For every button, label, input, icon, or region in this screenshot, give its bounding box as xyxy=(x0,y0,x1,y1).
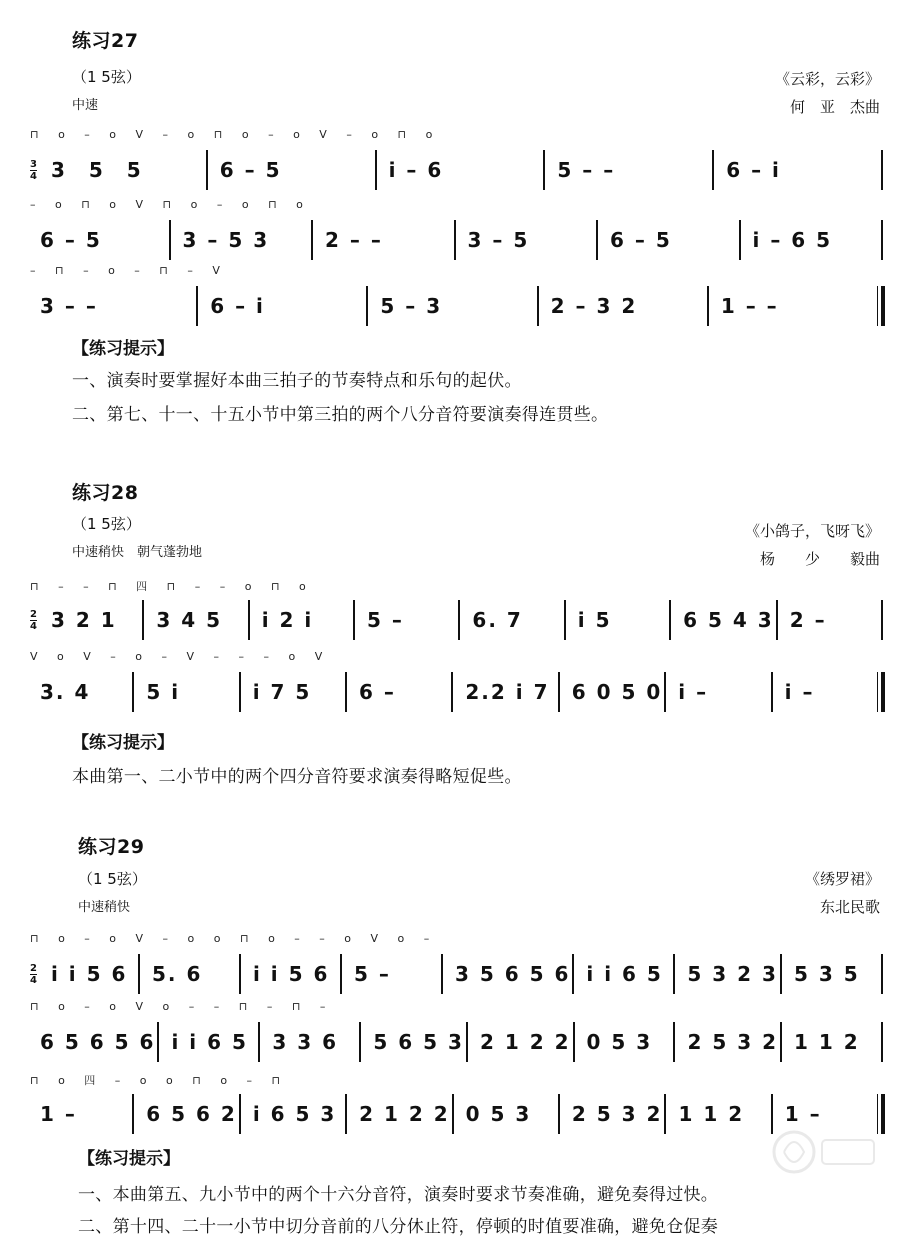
ex29-staff-row-1 xyxy=(30,932,885,1002)
time-signature: 2 4 xyxy=(30,962,37,986)
measure: 2 – – xyxy=(325,228,383,252)
measure: 3 – 5 3 xyxy=(182,228,270,252)
measure: 3 5 6 5 6 xyxy=(454,962,571,986)
measure: 6 5 6 5 6 xyxy=(40,1030,156,1054)
measure: 3 – 5 xyxy=(467,228,530,252)
measure: 6 – xyxy=(359,680,396,704)
measure: 2 1 2 2 xyxy=(479,1030,571,1054)
final-barline xyxy=(877,672,885,712)
ex28-strings: （1 5弦） xyxy=(72,515,141,533)
measure: 6 – 5 xyxy=(40,228,102,252)
ex29-song-title: 《绣罗裙》 xyxy=(804,870,880,888)
measure: 5 i xyxy=(146,680,181,704)
measure: i 6 5 3 xyxy=(252,1102,337,1126)
bowing-marks: V o V – o – V – – – o V xyxy=(30,650,331,663)
measure: 5. 6 xyxy=(151,962,203,986)
measure: 3. 4 xyxy=(40,680,91,704)
measure: 5 – xyxy=(367,608,404,632)
measure: 1 – xyxy=(40,1102,77,1126)
measure: i – 6 5 xyxy=(752,228,833,252)
ex29-hint-heading: 【练习提示】 xyxy=(78,1149,180,1169)
ex27-song-title: 《云彩，云彩》 xyxy=(774,70,880,88)
ex28-song-title: 《小鸽子，飞呀飞》 xyxy=(744,522,880,540)
measure: 5 6 5 3 xyxy=(373,1030,464,1054)
ex27-hint-heading: 【练习提示】 xyxy=(72,339,174,359)
measure: 5 3 5 xyxy=(793,962,860,986)
measure: 2 5 3 2 xyxy=(571,1102,663,1126)
measure: 1 – – xyxy=(720,294,779,318)
bowing-marks: ⊓ o – o V – o o ⊓ o – – o V o – xyxy=(30,932,438,945)
measure: 2 5 3 2 xyxy=(687,1030,779,1054)
measure: 2 – 3 2 xyxy=(550,294,638,318)
bowing-marks: ⊓ – – ⊓ 四 ⊓ – – o ⊓ o xyxy=(30,580,314,593)
measure: 1 1 2 xyxy=(794,1030,860,1054)
measure: 6 0 5 0 xyxy=(571,680,663,704)
watermark-logo-icon xyxy=(766,1122,886,1182)
measure: 1 1 2 xyxy=(678,1102,745,1126)
measure: 5 – xyxy=(353,962,391,986)
measure: i – xyxy=(678,680,709,704)
ex29-tempo: 中速稍快 xyxy=(78,900,131,915)
ex28-staff-row-1 xyxy=(30,578,885,648)
measure: 3 3 6 xyxy=(272,1030,339,1054)
measure: i i 6 5 xyxy=(171,1030,248,1054)
measure: 5 – 3 xyxy=(380,294,443,318)
measure: 6 5 6 2 xyxy=(146,1102,237,1126)
measure: 6 5 4 3 xyxy=(683,608,774,632)
measure: 3 4 5 xyxy=(156,608,223,632)
measure: 5 3 2 3 xyxy=(687,962,778,986)
ex29-hint-1: 一、本曲第五、九小节中的两个十六分音符，演奏时要求节奏准确，避免奏得过快。 xyxy=(78,1185,719,1205)
bowing-marks: ⊓ o – o V – o ⊓ o – o V – o ⊓ o xyxy=(30,128,441,141)
measure: 6 – 5 xyxy=(219,158,282,182)
ex28-hint-heading: 【练习提示】 xyxy=(72,733,174,753)
ex29-title: 练习29 xyxy=(78,836,145,858)
measure: i – 6 xyxy=(388,158,444,182)
measure: 6 – i xyxy=(210,294,265,318)
ex27-staff-row-3 xyxy=(30,264,885,334)
measure: 0 5 3 xyxy=(465,1102,532,1126)
measure: i i 5 6 xyxy=(50,962,128,986)
ex29-staff-row-2 xyxy=(30,1000,885,1070)
ex27-title: 练习27 xyxy=(72,30,139,52)
measure: 2.2 i 7 xyxy=(465,680,550,704)
ex29-staff-row-3 xyxy=(30,1072,885,1142)
measure: 6 – 5 xyxy=(610,228,672,252)
measure: 3 – – xyxy=(40,294,98,318)
ex27-hint-1: 一、演奏时要掌握好本曲三拍子的节奏特点和乐句的起伏。 xyxy=(72,371,522,391)
bowing-marks: – ⊓ – o – ⊓ – V xyxy=(30,264,228,277)
bowing-marks: ⊓ o 四 – o o ⊓ o – ⊓ xyxy=(30,1074,289,1087)
measure: i i 5 6 xyxy=(252,962,330,986)
bowing-marks: ⊓ o – o V o – – ⊓ – ⊓ – xyxy=(30,1000,334,1013)
measure: i – xyxy=(784,680,815,704)
ex28-tempo: 中速稍快 朝气蓬勃地 xyxy=(72,545,203,560)
measure: 3 2 1 xyxy=(50,608,117,632)
bowing-marks: – o ⊓ o V ⊓ o – o ⊓ o xyxy=(30,198,311,211)
measure: 2 1 2 2 xyxy=(359,1102,450,1126)
ex28-hint-1: 本曲第一、二小节中的两个四分音符要求演奏得略短促些。 xyxy=(72,767,522,787)
measure: i 2 i xyxy=(261,608,314,632)
ex28-composer: 杨 少 毅曲 xyxy=(759,550,880,568)
ex27-tempo: 中速 xyxy=(72,98,99,113)
ex27-composer: 何 亚 杰曲 xyxy=(789,98,880,116)
ex28-title: 练习28 xyxy=(72,482,139,504)
time-signature: 3 4 xyxy=(30,158,37,182)
measure: i 5 xyxy=(577,608,612,632)
measure: i 7 5 xyxy=(252,680,312,704)
ex27-strings: （1 5弦） xyxy=(72,68,141,86)
ex29-hint-2: 二、第十四、二十一小节中切分音前的八分休止符，停顿的时值要准确，避免仓促奏 xyxy=(78,1217,719,1237)
measure: 6. 7 xyxy=(472,608,523,632)
time-signature: 2 4 xyxy=(30,608,37,632)
measure: 1 – xyxy=(784,1102,822,1126)
ex27-staff-row-2 xyxy=(30,198,885,268)
ex28-staff-row-2 xyxy=(30,650,885,720)
final-barline xyxy=(877,286,885,326)
ex27-staff-row-1 xyxy=(30,128,885,198)
ex29-strings: （1 5弦） xyxy=(78,870,147,888)
measure: 5 – – xyxy=(557,158,616,182)
measure: i i 6 5 xyxy=(586,962,663,986)
measure: 2 – xyxy=(789,608,827,632)
ex27-hint-2: 二、第七、十一、十五小节中第三拍的两个八分音符要演奏得连贯些。 xyxy=(72,405,609,425)
ex29-composer: 东北民歌 xyxy=(819,898,880,916)
measure: 3 5 5 xyxy=(50,158,143,182)
measure: 6 – i xyxy=(726,158,781,182)
measure: 0 5 3 xyxy=(586,1030,653,1054)
